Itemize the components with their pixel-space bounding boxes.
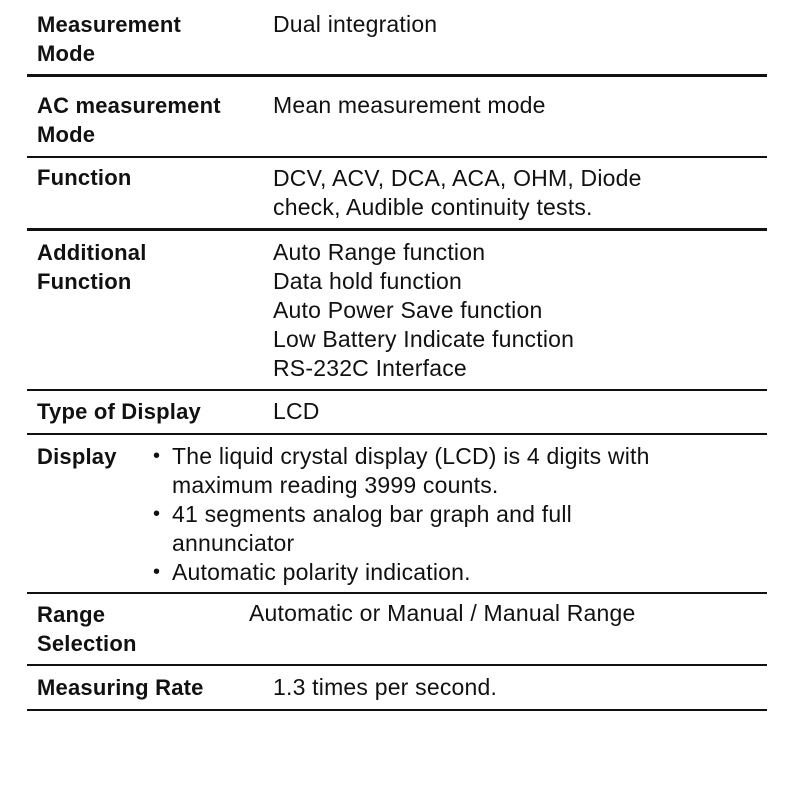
- spec-row-measuring-rate: [27, 666, 767, 711]
- spec-label: [37, 10, 181, 68]
- label-line: Measurement: [37, 12, 182, 37]
- spec-label: [37, 91, 221, 149]
- list-item: [153, 500, 650, 558]
- label-line: Mode: [37, 122, 96, 147]
- bullet-marker: •: [153, 503, 161, 525]
- label-line: AC measurement: [37, 93, 221, 118]
- label-line: Function: [37, 269, 132, 294]
- spec-label: [37, 600, 137, 658]
- value-line: DCV, ACV, DCA, ACA, OHM, Diode: [273, 165, 642, 191]
- list-item: [153, 442, 650, 500]
- bullet-line: maximum reading 3999 counts.: [172, 472, 499, 498]
- spec-value: [273, 397, 320, 426]
- value-line: LCD: [273, 398, 320, 424]
- label-line: Measuring Rate: [37, 675, 204, 700]
- value-line: Low Battery Indicate function: [273, 326, 575, 352]
- label-line: Additional: [37, 240, 147, 265]
- value-line: Mean measurement mode: [273, 92, 546, 118]
- bullet-marker: •: [153, 445, 161, 467]
- spec-value: [273, 91, 546, 120]
- spec-label: [37, 238, 147, 296]
- spec-label: [37, 673, 204, 702]
- spec-row-type-of-display: [27, 391, 767, 435]
- spec-row-ac-measurement-mode: [27, 77, 767, 158]
- bullet-line: The liquid crystal display (LCD) is 4 digits with: [172, 443, 650, 469]
- spec-label: [37, 163, 131, 192]
- spec-row-range-selection: [27, 594, 767, 666]
- value-line: Automatic or Manual / Manual Range: [249, 600, 636, 626]
- value-line: RS-232C Interface: [273, 355, 467, 381]
- list-item: [153, 558, 650, 587]
- spec-row-function: [27, 158, 767, 231]
- spec-value: [249, 599, 636, 628]
- spec-value: [273, 164, 642, 222]
- spec-label: [37, 442, 117, 471]
- display-bullet-list: [153, 442, 650, 587]
- spec-row-additional-function: [27, 231, 767, 391]
- spec-label: [37, 397, 201, 426]
- value-line: check, Audible continuity tests.: [273, 194, 593, 220]
- bullet-marker: •: [153, 561, 161, 583]
- value-line: 1.3 times per second.: [273, 674, 498, 700]
- label-line: Type of Display: [37, 399, 201, 424]
- spec-row-measurement-mode: [27, 0, 767, 77]
- bullet-line: 41 segments analog bar graph and full: [172, 501, 572, 527]
- value-line: Auto Power Save function: [273, 297, 543, 323]
- label-line: Selection: [37, 631, 137, 656]
- label-line: Range: [37, 602, 106, 627]
- value-line: Dual integration: [273, 11, 438, 37]
- spec-value: [273, 673, 497, 702]
- spec-table: [27, 0, 767, 711]
- label-line: Display: [37, 444, 117, 469]
- value-line: Auto Range function: [273, 239, 486, 265]
- spec-value: [273, 238, 574, 383]
- bullet-line: annunciator: [172, 530, 295, 556]
- bullet-line: Automatic polarity indication.: [172, 559, 471, 585]
- spec-row-display: [27, 435, 767, 594]
- value-line: Data hold function: [273, 268, 463, 294]
- label-line: Function: [37, 165, 132, 190]
- label-line: Mode: [37, 41, 96, 66]
- spec-value: [273, 10, 437, 39]
